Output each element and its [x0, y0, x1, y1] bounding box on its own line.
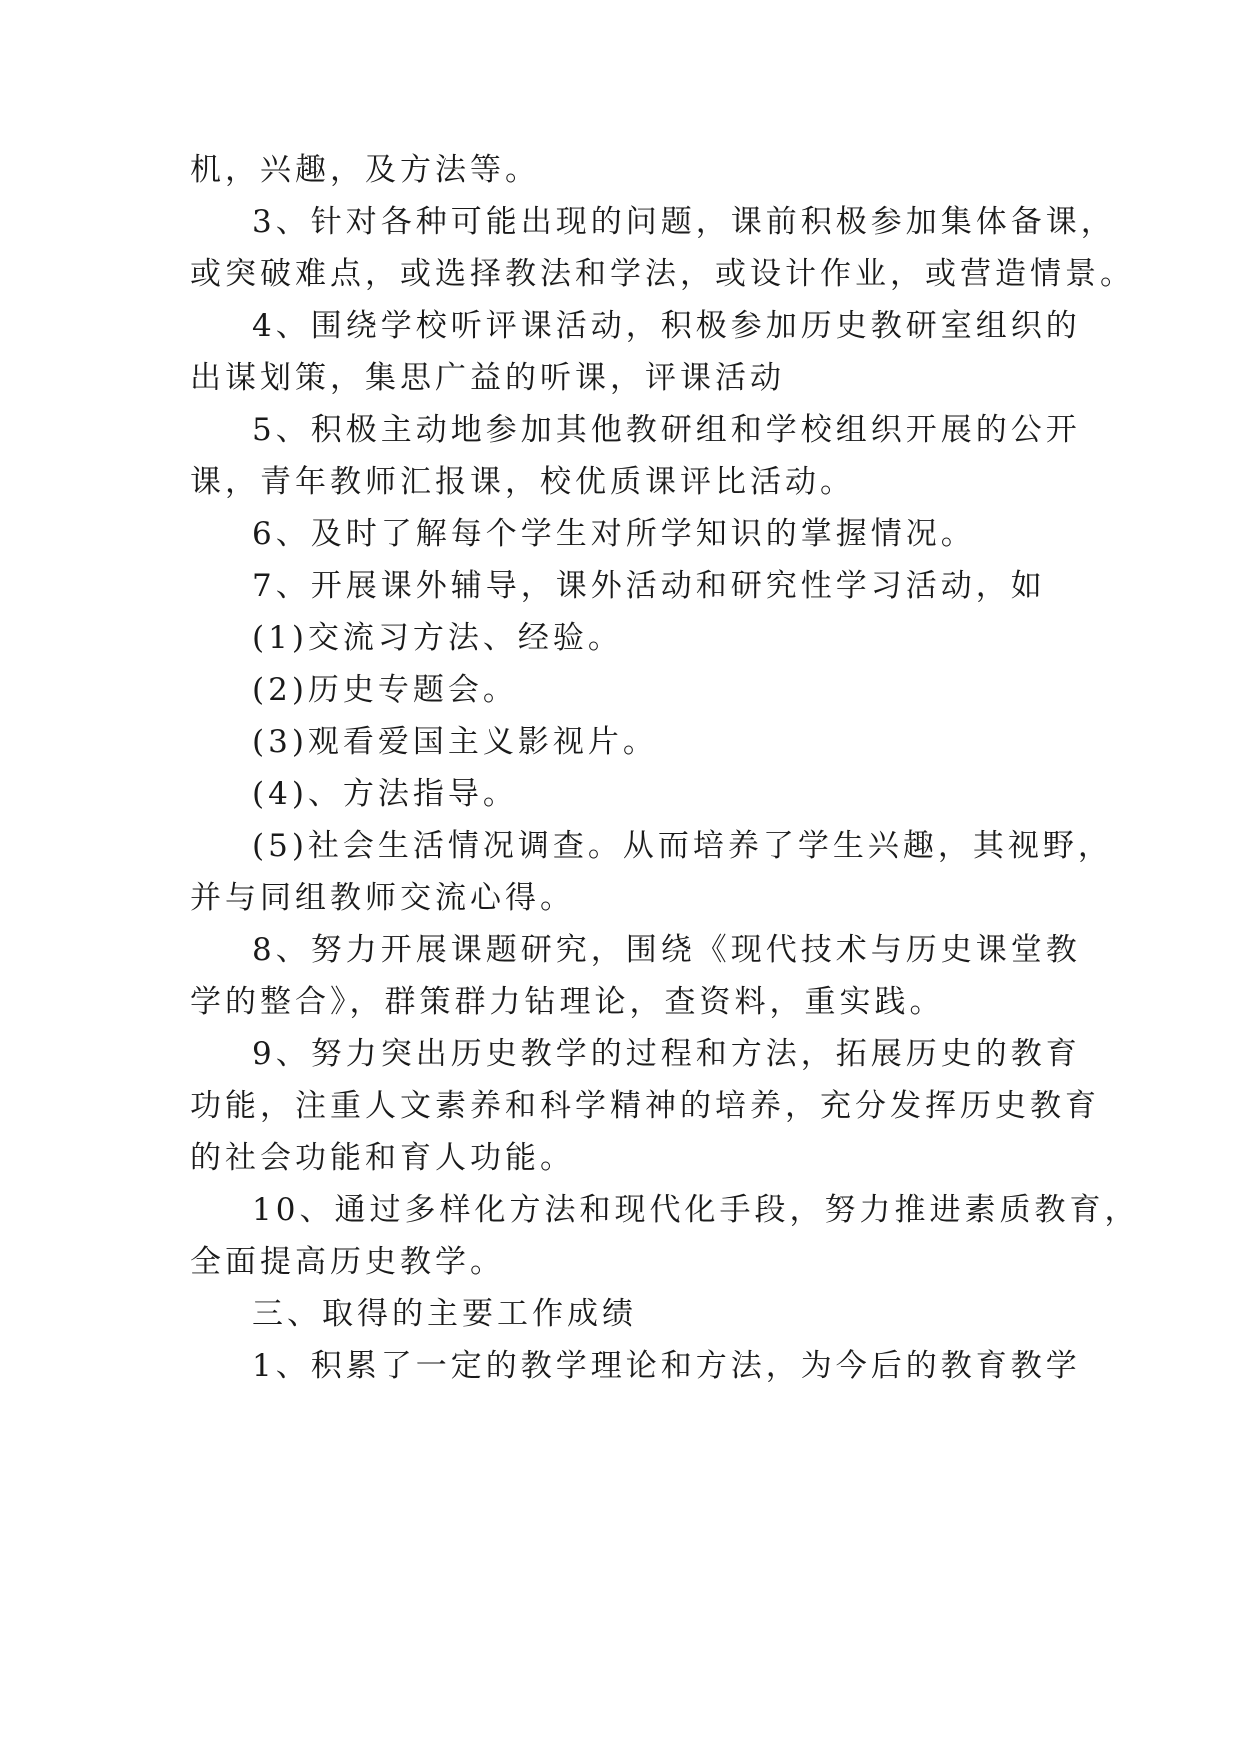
text-line: 功能，注重人文素养和科学精神的培养，充分发挥历史教育	[190, 1088, 1100, 1124]
text-line: (5)社会生活情况调查。从而培养了学生兴趣，其视野，	[252, 828, 1113, 864]
text-line: (3)观看爱国主义影视片。	[252, 724, 658, 760]
text-line: 7、开展课外辅导，课外活动和研究性学习活动，如	[252, 568, 1046, 604]
text-line: 6、及时了解每个学生对所学知识的掌握情况。	[252, 516, 976, 552]
text-line: 或突破难点，或选择教法和学法，或设计作业，或营造情景。	[190, 256, 1135, 292]
text-line: (1)交流习方法、经验。	[252, 620, 623, 656]
text-line: 1、积累了一定的教学理论和方法，为今后的教育教学	[252, 1348, 1081, 1384]
section-heading: 三、取得的主要工作成绩	[252, 1296, 637, 1332]
text-line: 10、通过多样化方法和现代化手段，努力推进素质教育，	[252, 1192, 1140, 1228]
text-line: 机，兴趣，及方法等。	[190, 152, 540, 188]
text-line: 的社会功能和育人功能。	[190, 1140, 575, 1176]
text-line: 5、积极主动地参加其他教研组和学校组织开展的公开	[252, 412, 1081, 448]
text-line: 4、围绕学校听评课活动，积极参加历史教研室组织的	[252, 308, 1081, 344]
text-line: (4)、方法指导。	[252, 776, 518, 812]
text-line: (2)历史专题会。	[252, 672, 518, 708]
text-line: 3、针对各种可能出现的问题，课前积极参加集体备课，	[252, 204, 1116, 240]
text-line: 学的整合》，群策群力钻理论，查资料，重实践。	[190, 984, 945, 1020]
text-line: 课，青年教师汇报课，校优质课评比活动。	[190, 464, 855, 500]
text-line: 9、努力突出历史教学的过程和方法，拓展历史的教育	[252, 1036, 1081, 1072]
text-line: 并与同组教师交流心得。	[190, 880, 575, 916]
text-line: 8、努力开展课题研究，围绕《现代技术与历史课堂教	[252, 932, 1081, 968]
text-line: 全面提高历史教学。	[190, 1244, 505, 1280]
text-line: 出谋划策，集思广益的听课，评课活动	[190, 360, 785, 396]
